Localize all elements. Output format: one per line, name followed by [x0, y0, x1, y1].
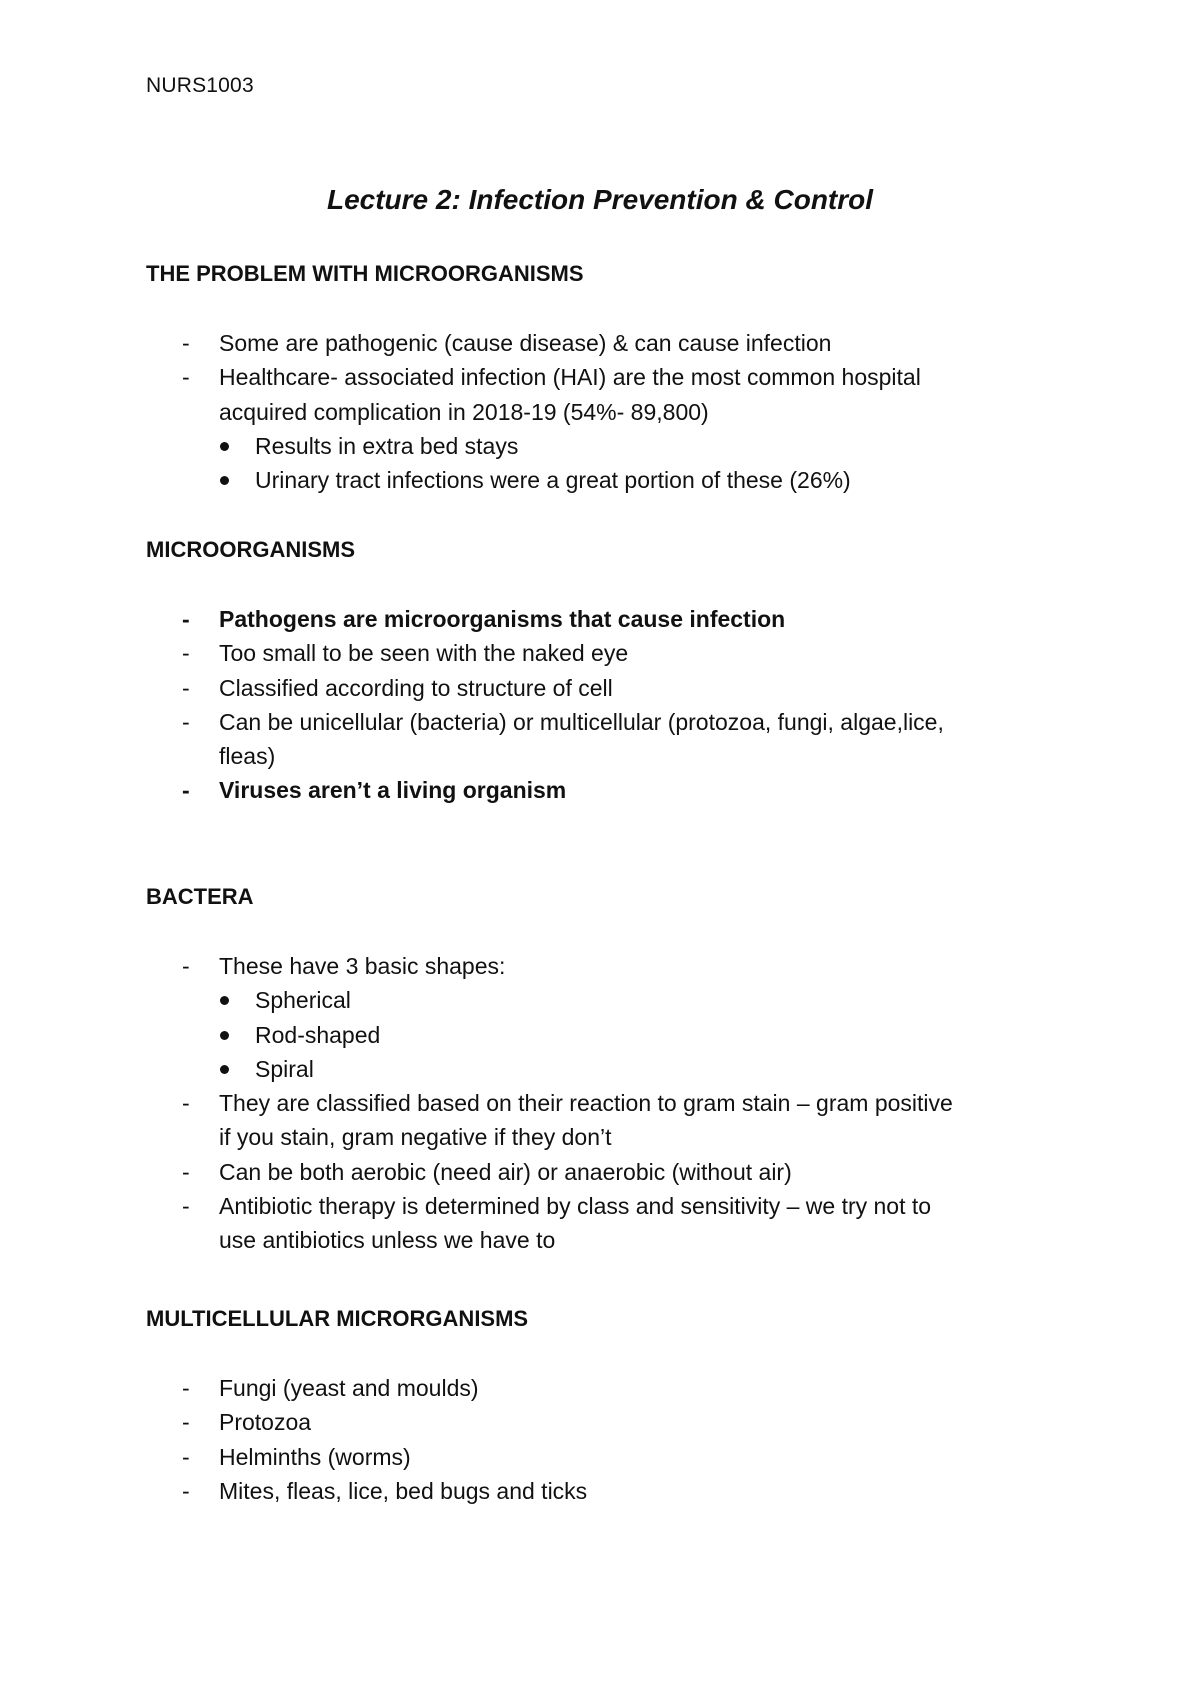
- bullet-dot-icon: [220, 1031, 229, 1040]
- list-item: [146, 1086, 1066, 1120]
- list-item: [146, 1223, 1066, 1257]
- list-item: [146, 773, 1066, 807]
- list-item: [146, 395, 1066, 429]
- sub-bullet-item: [146, 1052, 1066, 1086]
- sub-bullet-item: [146, 463, 1066, 497]
- course-code-header: NURS1003: [146, 74, 254, 97]
- list-item: [146, 1371, 1066, 1405]
- item-text: Rod-shaped: [255, 1021, 381, 1048]
- item-text: Protozoa: [219, 1409, 312, 1436]
- section-microorganisms: [146, 533, 1066, 808]
- item-text: These have 3 basic shapes:: [219, 953, 506, 979]
- list-item: [146, 739, 1066, 773]
- item-text: Can be both aerobic (need air) or anaerobic (without air): [219, 1158, 792, 1185]
- dash-marker: -: [182, 708, 190, 735]
- list-item: [146, 1474, 1066, 1508]
- list-item: [146, 326, 1066, 360]
- dash-marker: -: [182, 606, 190, 632]
- item-text: Some are pathogenic (cause disease) & can cause infection: [219, 330, 832, 356]
- lecture-title: Lecture 2: Infection Prevention & Control: [326, 184, 874, 215]
- item-text: Classified according to structure of cell: [219, 674, 613, 701]
- list-item: [146, 671, 1066, 705]
- dash-marker: -: [182, 364, 190, 391]
- item-text: Healthcare- associated infection (HAI) are the most common hospital: [219, 364, 921, 391]
- list-item: [146, 1120, 1066, 1154]
- list-item: [146, 1440, 1066, 1474]
- item-text: Spiral: [255, 1055, 314, 1082]
- item-text: Can be unicellular (bacteria) or multicellular (protozoa, fungi, algae,lice,: [219, 708, 944, 735]
- dash-marker: -: [182, 330, 190, 356]
- bullet-dot-icon: [220, 1065, 229, 1074]
- section-heading: MULTICELLULAR MICRORGANISMS: [146, 1306, 529, 1331]
- item-text: Fungi (yeast and moulds): [219, 1375, 479, 1401]
- list-item: [146, 360, 1066, 394]
- dash-marker: -: [182, 1375, 190, 1401]
- bullet-dot-icon: [220, 996, 229, 1005]
- section-list: [146, 602, 1066, 808]
- list-item: [146, 636, 1066, 670]
- item-text: fleas): [219, 743, 276, 770]
- item-text: Too small to be seen with the naked eye: [219, 640, 629, 667]
- dash-marker: -: [182, 1158, 190, 1185]
- sub-bullet-item: [146, 1018, 1066, 1052]
- dash-marker: -: [182, 1443, 190, 1470]
- item-text: Mites, fleas, lice, bed bugs and ticks: [219, 1477, 588, 1504]
- dash-marker: -: [182, 640, 190, 667]
- dash-marker: -: [182, 1477, 190, 1504]
- section-list: [146, 1371, 1066, 1508]
- section-multicellular-microrganisms: [146, 1302, 1066, 1508]
- item-text: Viruses aren’t a living organism: [219, 777, 567, 804]
- section-bactera: [146, 880, 1066, 1258]
- section-heading: MICROORGANISMS: [146, 537, 355, 562]
- list-item: [146, 949, 1066, 983]
- item-text: Urinary tract infections were a great portion of these (26%): [255, 467, 851, 494]
- item-text: Antibiotic therapy is determined by class and sensitivity – we try not to: [219, 1193, 932, 1220]
- item-text: Pathogens are microorganisms that cause infection: [219, 606, 786, 632]
- bullet-dot-icon: [220, 476, 229, 485]
- item-text: Helminths (worms): [219, 1443, 411, 1470]
- dash-marker: -: [182, 674, 190, 701]
- sub-bullet-item: [146, 429, 1066, 463]
- item-text: if you stain, gram negative if they don’t: [219, 1124, 612, 1151]
- item-text: Results in extra bed stays: [255, 432, 519, 459]
- list-item: [146, 1405, 1066, 1439]
- sub-bullet-item: [146, 983, 1066, 1017]
- section-list: [146, 949, 1066, 1258]
- dash-marker: -: [182, 1090, 190, 1117]
- item-text: acquired complication in 2018-19 (54%- 89,800): [219, 398, 709, 425]
- item-text: They are classified based on their reaction to gram stain – gram positive: [219, 1090, 953, 1117]
- dash-marker: -: [182, 1409, 190, 1436]
- dash-marker: -: [182, 953, 190, 979]
- item-text: Spherical: [255, 987, 351, 1014]
- item-text: use antibiotics unless we have to: [219, 1227, 556, 1254]
- bullet-dot-icon: [220, 442, 229, 451]
- dash-marker: -: [182, 1193, 190, 1220]
- list-item: [146, 602, 1066, 636]
- section-heading: BACTERA: [146, 884, 254, 909]
- list-item: [146, 1155, 1066, 1189]
- section-list: [146, 326, 1066, 497]
- section-heading: THE PROBLEM WITH MICROORGANISMS: [146, 261, 584, 286]
- list-item: [146, 1189, 1066, 1223]
- list-item: [146, 705, 1066, 739]
- dash-marker: -: [182, 777, 190, 804]
- section-problem-with-microorganisms: [146, 257, 1066, 497]
